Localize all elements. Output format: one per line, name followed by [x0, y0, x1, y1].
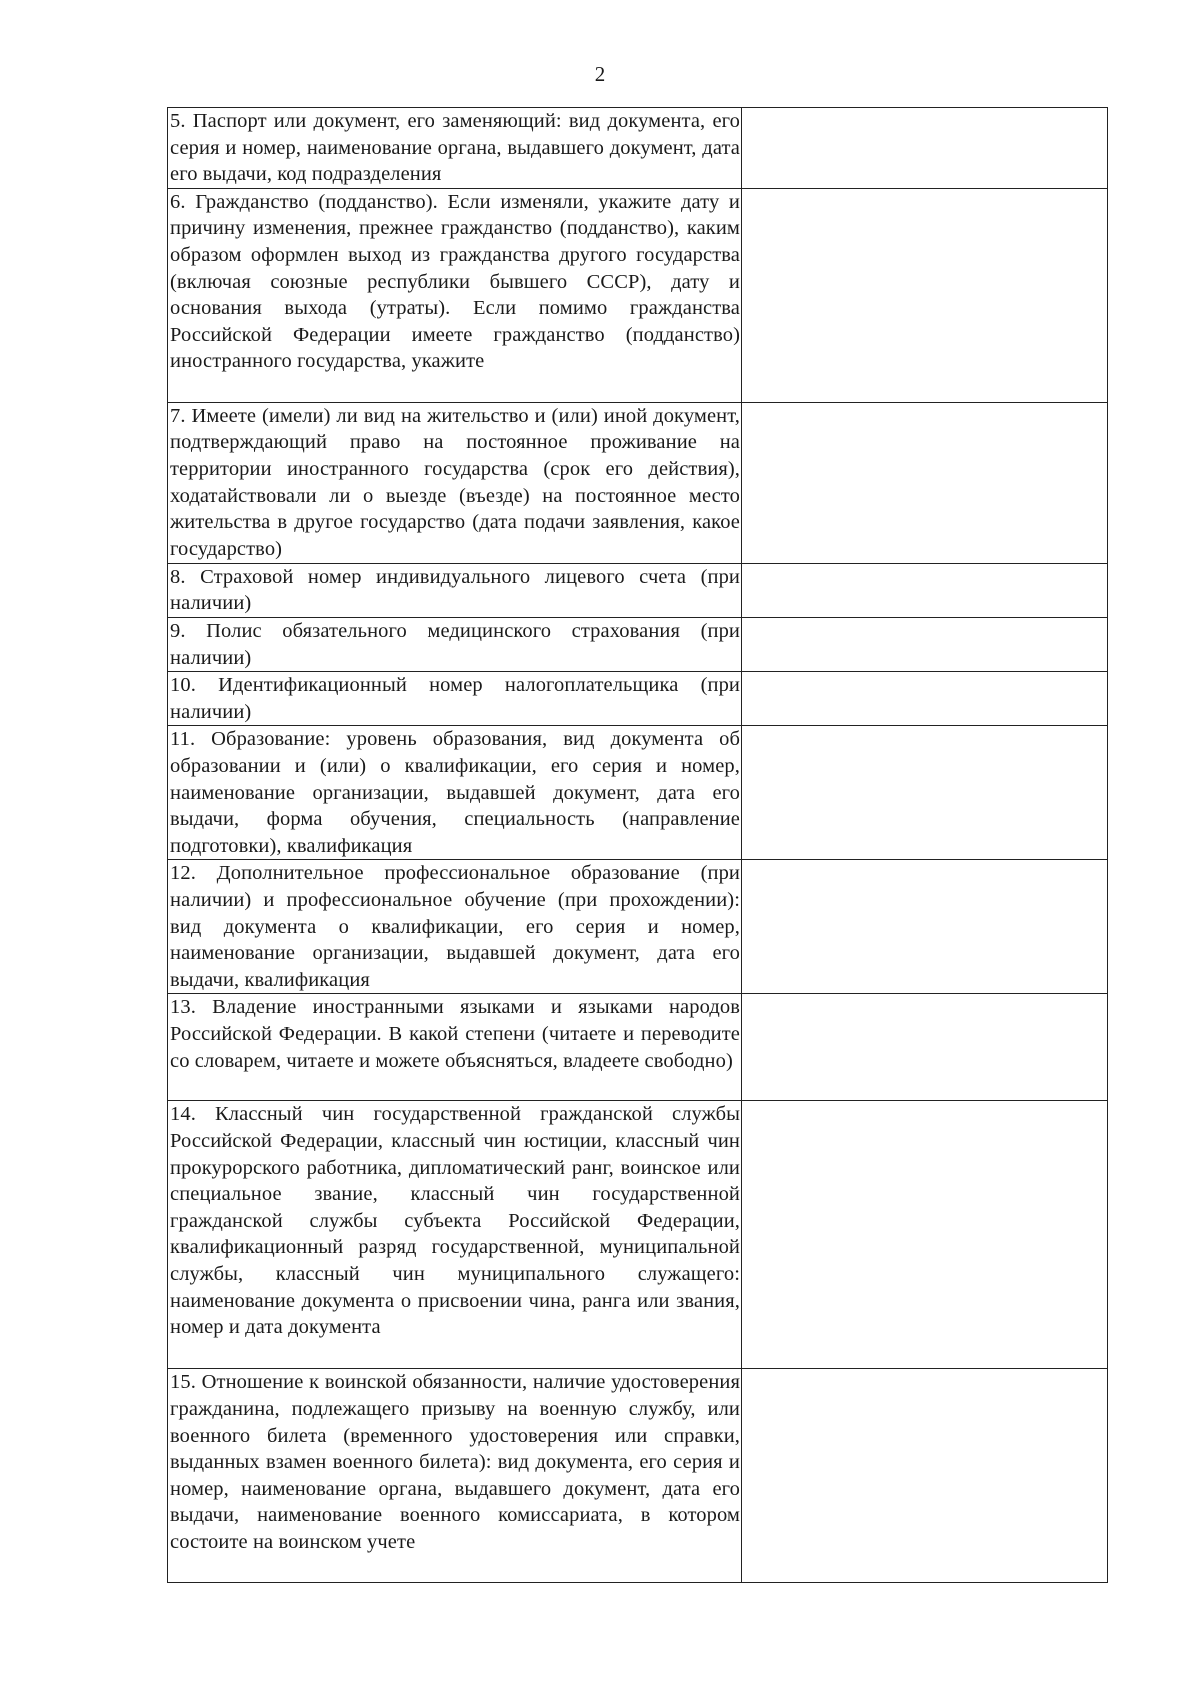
answer-cell[interactable] [742, 563, 1108, 617]
questionnaire-table [167, 107, 1108, 1583]
question-text: 7. Имеете (имели) ли вид на жительство и (или) иной документ, подтверждающий право на постоянное проживание на территории иностранного государства (срок его действия), ходатайствовали ли о выезде (въезде) на постоянное место жительства в другое государство (дата подачи заявления, какое государство) [170, 404, 740, 560]
page-number: 2 [594, 62, 606, 86]
answer-cell[interactable] [742, 1369, 1108, 1583]
question-text: 9. Полис обязательного медицинского страхования (при наличии) [170, 619, 740, 669]
table-row [168, 402, 1108, 563]
question-cell [168, 617, 742, 671]
question-text: 15. Отношение к воинской обязанности, наличие удостоверения гражданина, подлежащего призыву на военную службу, или военного билета (временного удостоверения или справки, выданных взамен военного билета): вид документа, его серия и номер, наименование органа, выдавшего документ, дата его выдачи, наименование военного комиссариата, в котором состоите на воинском учете [170, 1371, 740, 1553]
table-row [168, 1369, 1108, 1583]
question-cell [168, 860, 742, 994]
table-row [168, 726, 1108, 860]
answer-cell[interactable] [742, 860, 1108, 994]
question-text: 6. Гражданство (подданство). Если изменяли, укажите дату и причину изменения, прежнее гражданство (подданство), каким образом оформлен выход из гражданства другого государства (включая союзные республики бывшего СССР), дату и основания выхода (утраты). Если помимо гражданства Российской Федерации имеете гражданство (подданство) иностранного государства, укажите [170, 190, 740, 373]
answer-cell[interactable] [742, 402, 1108, 563]
question-text: 8. Страховой номер индивидуального лицевого счета (при наличии) [170, 565, 740, 615]
question-cell [168, 402, 742, 563]
question-cell [168, 672, 742, 726]
question-cell [168, 188, 742, 402]
answer-cell[interactable] [742, 1101, 1108, 1369]
table-row [168, 994, 1108, 1101]
question-text: 11. Образование: уровень образования, вид документа об образовании и (или) о квалификации, его серия и номер, наименование организации, выдавшей документ, дата его выдачи, форма обучения, специальность (направление подготовки), квалификация [170, 728, 740, 857]
answer-cell[interactable] [742, 672, 1108, 726]
question-cell [168, 1369, 742, 1583]
answer-cell[interactable] [742, 108, 1108, 189]
question-text: 14. Классный чин государственной гражданской службы Российской Федерации, классный чин юстиции, классный чин прокурорского работника, дипломатический ранг, воинское или специальное звание, классный чин государственной гражданской службы субъекта Российской Федерации, квалификационный разряд государственной, муниципальной службы, классный чин муниципального служащего: наименование документа о присвоении чина, ранга или звания, номер и дата документа [170, 1103, 740, 1339]
table-row [168, 563, 1108, 617]
answer-cell[interactable] [742, 726, 1108, 860]
question-text: 5. Паспорт или документ, его заменяющий: вид документа, его серия и номер, наименование органа, выдавшего документ, дата его выдачи, код подразделения [170, 110, 740, 186]
answer-cell[interactable] [742, 617, 1108, 671]
answer-cell[interactable] [742, 994, 1108, 1101]
question-cell [168, 563, 742, 617]
question-cell [168, 994, 742, 1101]
table-row [168, 1101, 1108, 1369]
question-text: 12. Дополнительное профессиональное образование (при наличии) и профессиональное обучение (при прохождении): вид документа о квалификации, его серия и номер, наименование организации, выдавшей документ, дата его выдачи, квалификация [170, 862, 740, 991]
table-row [168, 188, 1108, 402]
table-row [168, 617, 1108, 671]
question-cell [168, 1101, 742, 1369]
question-cell [168, 726, 742, 860]
answer-cell[interactable] [742, 188, 1108, 402]
question-cell [168, 108, 742, 189]
table-row [168, 860, 1108, 994]
question-text: 13. Владение иностранными языками и языками народов Российской Федерации. В какой степени (читаете и переводите со словарем, читаете и можете объясняться, владеете свободно) [170, 996, 740, 1072]
table-row [168, 672, 1108, 726]
question-text: 10. Идентификационный номер налогоплательщика (при наличии) [170, 674, 740, 723]
table-row [168, 108, 1108, 189]
